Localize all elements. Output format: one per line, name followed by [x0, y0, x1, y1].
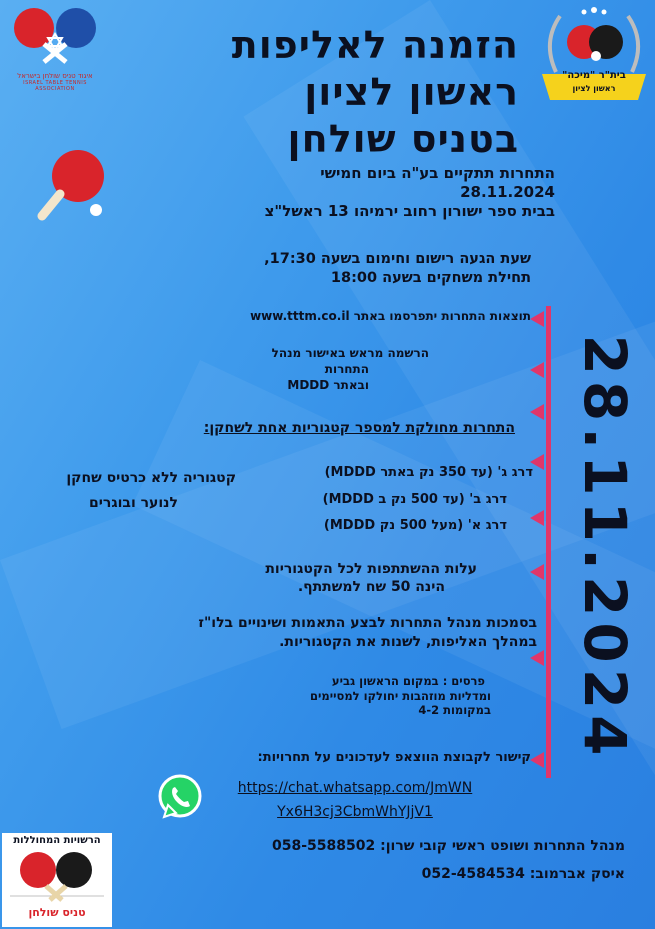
games-start-time: תחילת משחקים בשעה 18:00	[330, 270, 531, 286]
prizes-line-1: פרסים : במקום הראשון גביע	[331, 674, 485, 688]
grade-a: דרג א' (מעל 500 נק MDDD)	[323, 518, 507, 533]
title-line-1: הזמנה לאליפות	[231, 23, 519, 67]
authority-line-2: במהלך האליפות, לשנות את הקטגוריות.	[279, 634, 537, 650]
participation-fee	[157, 560, 477, 596]
event-location: בבית ספר ישורון רחוב ירמיהו 13 ראשל"צ	[264, 202, 555, 220]
authorities-paddles-icon	[2, 846, 112, 902]
club-city: ראשון לציון	[572, 84, 616, 93]
whatsapp-label: קישור לקבוצת הווצאפ לעדכונים על תחרויות:	[257, 750, 531, 765]
timeline-marker	[530, 362, 544, 378]
manager-authority	[117, 614, 537, 652]
results-line	[111, 309, 531, 323]
registration-line-2: התחרות	[324, 362, 369, 376]
fee-line-1: עלות ההשתתפות לכל הקטגוריות	[265, 561, 477, 577]
timeline-marker	[530, 650, 544, 666]
club-name: בית"ר "מיכה"	[562, 70, 626, 81]
poster-title	[219, 22, 519, 163]
vertical-date-text: 28.11.2024	[571, 334, 639, 762]
prizes-line-3: במקומות 4-2	[418, 703, 491, 717]
vertical-date	[571, 318, 639, 778]
grade-b: דרג ב' (עד 500 נק ב MDDD)	[322, 491, 507, 507]
authorities-logo-top: הרשויות המחוללות	[13, 835, 101, 846]
arrival-time: שעת הגעה רישום וחימום בשעה 17:30,	[264, 251, 531, 267]
authorities-logo	[2, 833, 112, 927]
authorities-logo-bottom: טניס שולחן	[28, 906, 86, 919]
timeline-marker	[530, 404, 544, 420]
event-details	[115, 164, 555, 221]
results-text: תוצאות התחרות יתפרסמו באתר	[353, 309, 531, 323]
side-category-line-1: קטגוריה ללא כרטיס שחקן	[66, 470, 236, 486]
timeline-marker	[530, 564, 544, 580]
side-category-line-2: לנוער ובוגרים	[89, 495, 178, 511]
beitar-club-logo	[538, 2, 650, 106]
contact-manager: מנהל התחרות ושופט ראשי קובי שרון: 058-5588502	[272, 838, 625, 854]
timeline-marker	[530, 311, 544, 327]
whatsapp-icon[interactable]	[156, 773, 204, 821]
association-name-en: ISRAEL TABLE TENNIS ASSOCIATION	[23, 80, 87, 92]
registration-line-3: ובאתר MDDD	[287, 378, 369, 392]
title-line-2: ראשון לציון	[304, 70, 519, 114]
categories-heading: התחרות מחולקת למספר קטגוריות אחת לשחקן:	[203, 420, 515, 436]
timeline-line	[546, 306, 551, 778]
timeline-marker	[530, 752, 544, 768]
registration-line-1: הרשמה מראש באישור מנהל	[271, 346, 429, 360]
grade-c: דרג ג' (עד 350 נק באתר MDDD)	[324, 465, 533, 480]
contact-isak: איסק אברמוב: 052-4584534	[421, 866, 625, 882]
title-line-3: בטניס שולחן	[287, 117, 519, 161]
israel-tt-association-logo	[4, 4, 106, 90]
prizes-line-2: ומדליות מוזהבות יחולקו למסיימים	[310, 688, 491, 703]
whatsapp-url-line-2[interactable]: Yx6H3cj3CbmWhYJjV1	[277, 804, 433, 820]
grade-list	[233, 460, 533, 540]
registration-info	[189, 345, 429, 393]
whatsapp-url-line-1[interactable]: https://chat.whatsapp.com/JmWN	[237, 780, 473, 796]
results-url[interactable]: www.tttm.co.il	[250, 309, 350, 323]
association-name-he: איגוד טניס שולחן בישראל	[17, 72, 93, 80]
arrival-times	[91, 250, 531, 288]
authority-line-1: בסמכות מנהל התחרות לבצע התאמות ושינויים בלו"ז	[198, 615, 537, 631]
fee-line-2: הינה 50 שח למשתתף.	[297, 579, 445, 595]
contacts	[165, 832, 625, 888]
event-date: 28.11.2024	[460, 183, 555, 201]
whatsapp-link[interactable]	[220, 776, 490, 824]
side-category	[8, 466, 236, 516]
crossed-paddles-logo-icon	[4, 4, 106, 68]
event-day: התחרות תתקיים בע"ה ביום חמישי	[320, 164, 555, 182]
prizes	[191, 674, 491, 718]
paddle-icon	[36, 148, 108, 224]
